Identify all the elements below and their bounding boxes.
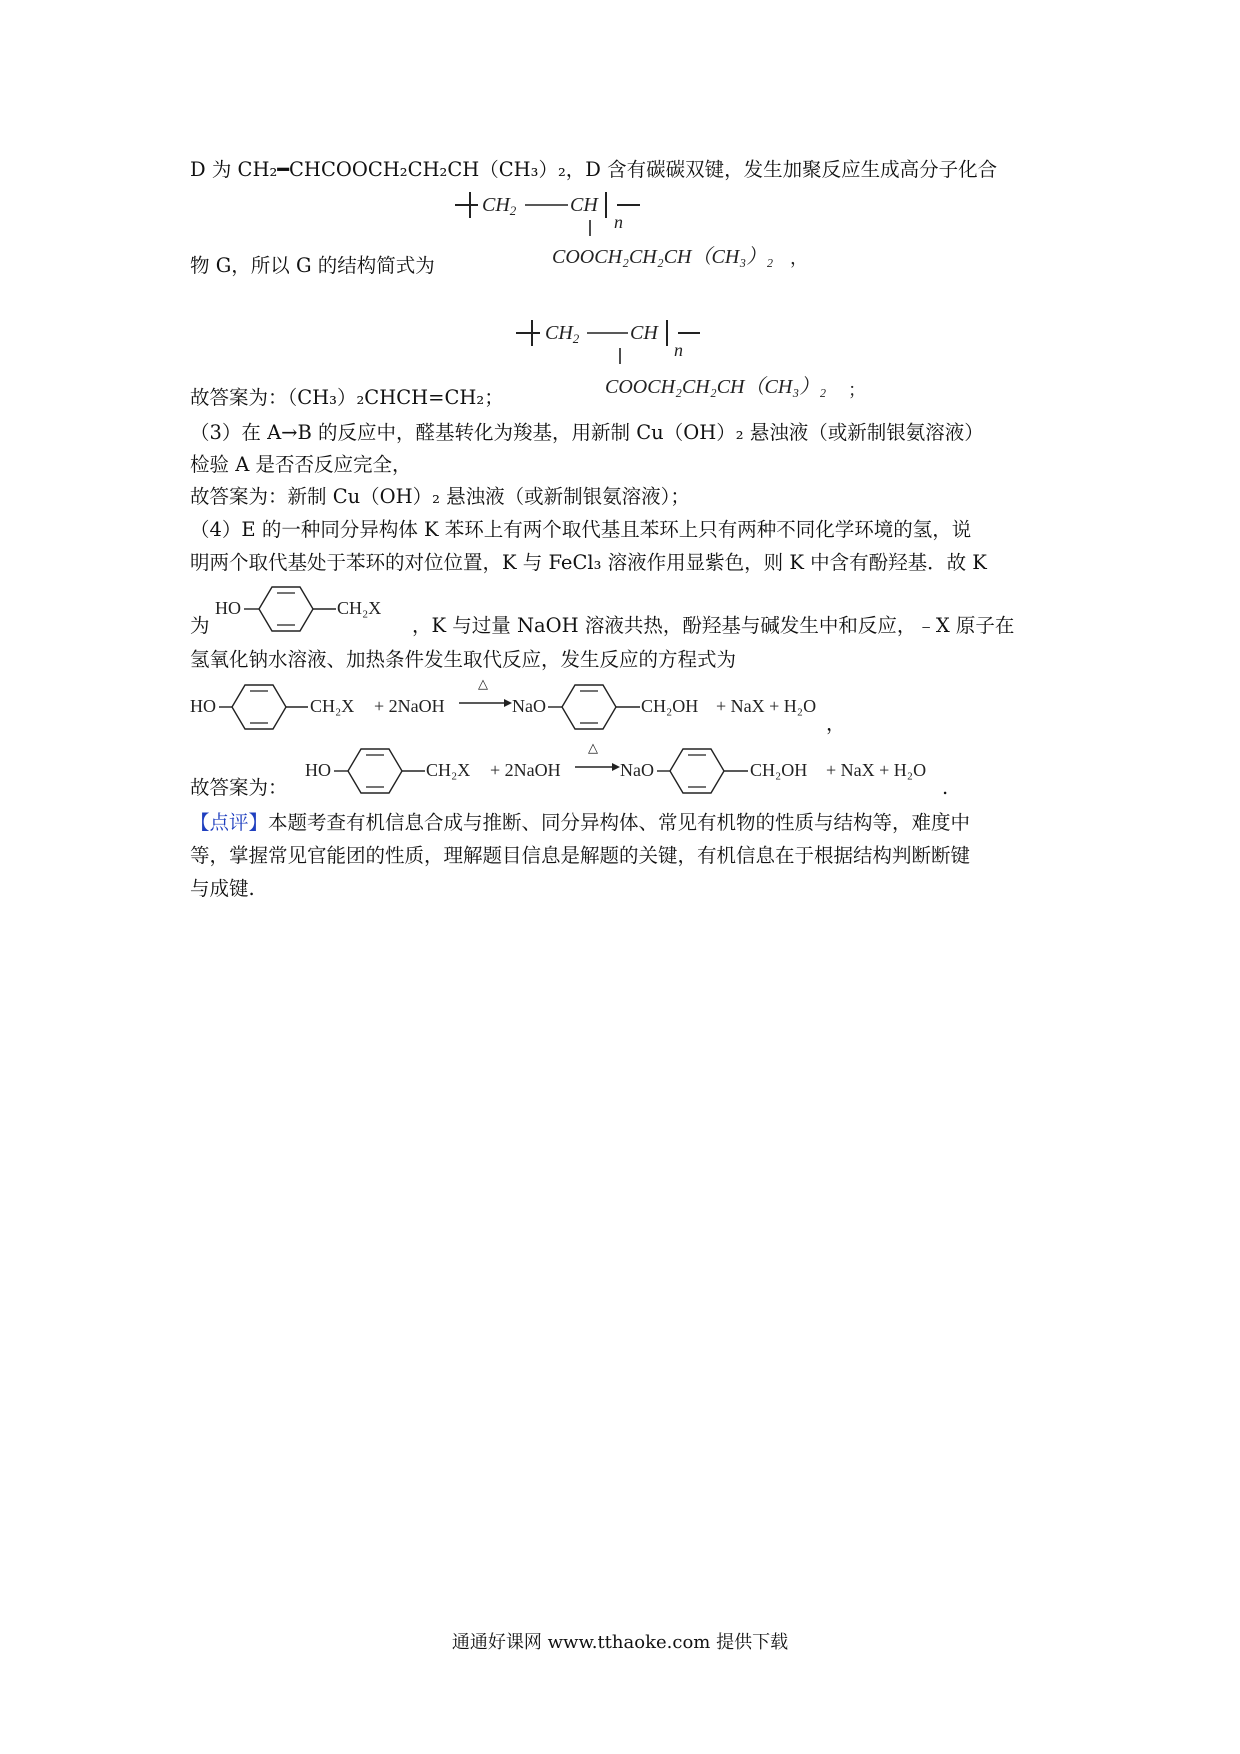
eq2-naoh: + 2NaOH	[490, 760, 561, 780]
polymer-side-chain: COOCH₂CH₂CH（CH₃）₂	[552, 246, 774, 268]
text-line-4: （3）在 A→B 的反应中，醛基转化为羧基，用新制 Cu（OH）₂ 悬浊液（或新制银氨溶液）	[190, 421, 984, 444]
eq1-ho: HO	[190, 696, 216, 716]
text-line-8: 明两个取代基处于苯环的对位位置，K 与 FeCl₃ 溶液作用显紫色，则 K 中含有酚羟基．故 K	[190, 551, 987, 574]
eq2-ch2x: CH₂X	[426, 760, 471, 780]
text-line-6: 故答案为：新制 Cu（OH）₂ 悬浊液（或新制银氨溶液）；	[190, 485, 690, 508]
eq2-products: + NaX + H₂O	[826, 760, 927, 780]
text-line-1: D 为 CH₂━CHCOOCH₂CH₂CH（CH₃）₂，D 含有碳碳双键，发生加聚反应生成高分子化合	[190, 158, 998, 181]
polymer2-n: n	[674, 340, 683, 360]
polymer-right-ch: CH	[570, 194, 598, 216]
eq1-products: + NaX + H₂O	[716, 696, 817, 716]
eq2-ch2oh: CH₂OH	[750, 760, 808, 780]
text-line-2: 物 G，所以 G 的结构简式为	[190, 254, 435, 277]
eq1-naoh: + 2NaOH	[374, 696, 445, 716]
text-line-9a: 为	[190, 614, 210, 637]
polymer2-left-ch2: $CH_2$	[545, 322, 580, 346]
polymer2-side-chain: COOCH₂CH₂CH（CH₃）₂	[605, 376, 827, 398]
review-text: 本题考查有机信息合成与推断、同分异构体、常见有机物的性质与结构等，难度中	[268, 811, 971, 834]
review-line-3: 与成键.	[190, 877, 255, 900]
text-line-11-end: ，	[826, 712, 846, 735]
review-tag: 【点评】	[190, 811, 269, 834]
eq1-nao: NaO	[512, 696, 546, 716]
k-ho: HO	[215, 598, 241, 618]
review-line-1	[190, 813, 970, 833]
text-line-5: 检验 A 是否否反应完全，	[190, 453, 412, 476]
review-line-2: 等，掌握常见官能团的性质，理解题目信息是解题的关键，有机信息在于根据结构判断断键	[190, 844, 971, 867]
polymer-left-ch2: $CH_2$	[482, 194, 517, 218]
eq1-ch2oh: CH₂OH	[641, 696, 699, 716]
text-line-12-end: .	[942, 776, 949, 799]
text-line-9b: ，K 与过量 NaOH 溶液共热，酚羟基与碱发生中和反应，﹣X 原子在	[412, 614, 1015, 637]
k-ch2x: CH₂X	[337, 598, 382, 618]
eq1-delta: △	[478, 676, 488, 691]
text-line-10: 氢氧化钠水溶液、加热条件发生取代反应，发生反应的方程式为	[190, 648, 737, 671]
polymer-n: n	[614, 212, 623, 232]
eq1-ch2x: CH₂X	[310, 696, 355, 716]
polymer2-right-ch: CH	[630, 322, 658, 344]
eq2-nao: NaO	[620, 760, 654, 780]
polymer-suffix: ，	[790, 248, 808, 268]
polymer2-suffix: ；	[848, 380, 866, 400]
eq2-delta: △	[588, 740, 598, 755]
text-line-12: 故答案为：	[190, 776, 288, 799]
text-line-7: （4）E 的一种同分异构体 K 苯环上有两个取代基且苯环上只有两种不同化学环境的氢，说	[190, 518, 972, 541]
page-footer: 通通好课网 www.tthaoke.com 提供下载	[451, 1632, 789, 1653]
text-line-3: 故答案为：（CH₃）₂CHCH=CH₂；	[190, 386, 504, 409]
eq2-ho: HO	[305, 760, 331, 780]
